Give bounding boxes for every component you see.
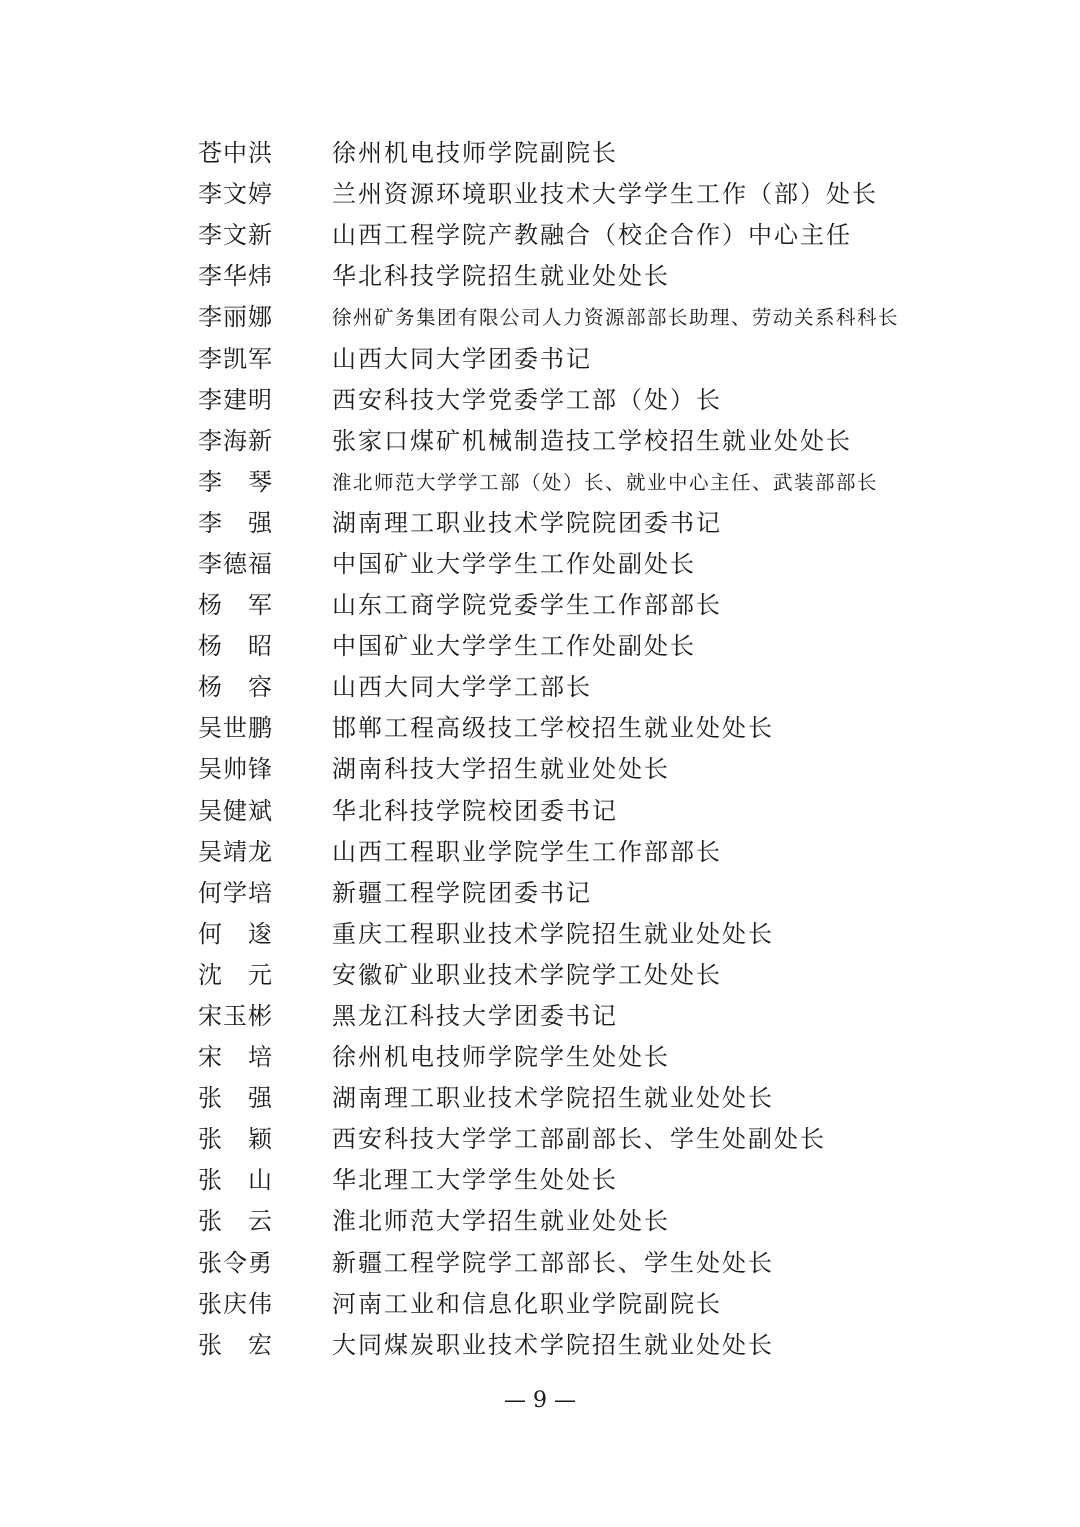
- list-item: [198, 1160, 958, 1201]
- list-item: [198, 626, 958, 667]
- person-name: 吴 帅 锋: [198, 755, 272, 784]
- person-title: 山西大同大学学工部长: [332, 673, 592, 702]
- person-title: 徐州机电技师学院副院长: [332, 139, 618, 168]
- personnel-list: [198, 133, 958, 1366]
- list-item: [198, 1201, 958, 1242]
- person-title: 山东工商学院党委学生工作部部长: [332, 591, 722, 620]
- person-title: 湖南理工职业技术学院院团委书记: [332, 508, 722, 537]
- person-title: 邯郸工程高级技工学校招生就业处处长: [332, 714, 774, 743]
- list-item: [198, 955, 958, 996]
- person-name: 张 宏: [198, 1330, 272, 1359]
- list-item: [198, 380, 958, 421]
- person-name: 张 山: [198, 1166, 272, 1195]
- person-title: 山西大同大学团委书记: [332, 344, 592, 373]
- person-name: 张 令 勇: [198, 1248, 272, 1277]
- person-name: 杨 容: [198, 673, 272, 702]
- list-item: [198, 256, 958, 297]
- person-name: 李 文 新: [198, 221, 272, 250]
- person-name: 何 逡: [198, 919, 272, 948]
- list-item: [198, 215, 958, 256]
- list-item: [198, 421, 958, 462]
- list-item: [198, 873, 958, 914]
- person-name: 李 琴: [198, 467, 272, 496]
- person-title: 中国矿业大学学生工作处副处长: [332, 632, 696, 661]
- list-item: [198, 832, 958, 873]
- person-title: 华北理工大学学生处处长: [332, 1166, 618, 1195]
- person-name: 张 颖: [198, 1125, 272, 1154]
- person-title: 大同煤炭职业技术学院招生就业处处长: [332, 1330, 774, 1359]
- person-title: 张家口煤矿机械制造技工学校招生就业处处长: [332, 426, 852, 455]
- person-name: 宋 玉 彬: [198, 1002, 272, 1031]
- person-title: 兰州资源环境职业技术大学学生工作（部）处长: [332, 180, 878, 209]
- list-item: [198, 462, 958, 503]
- person-title: 徐州矿务集团有限公司人力资源部部长助理、劳动关系科科长: [332, 306, 900, 330]
- list-item: [198, 1037, 958, 1078]
- list-item: [198, 996, 958, 1037]
- list-item: [198, 791, 958, 832]
- person-name: 李 丽 娜: [198, 303, 272, 332]
- person-title: 湖南科技大学招生就业处处长: [332, 755, 670, 784]
- person-title: 黑龙江科技大学团委书记: [332, 1002, 618, 1031]
- person-title: 安徽矿业职业技术学院学工处处长: [332, 960, 722, 989]
- person-title: 华北科技学院校团委书记: [332, 796, 618, 825]
- person-name: 吴 世 鹏: [198, 714, 272, 743]
- person-name: 李 建 明: [198, 385, 272, 414]
- person-title: 华北科技学院招生就业处处长: [332, 262, 670, 291]
- list-item: [198, 174, 958, 215]
- person-title: 山西工程学院产教融合（校企合作）中心主任: [332, 221, 852, 250]
- person-title: 西安科技大学学工部副部长、学生处副处长: [332, 1125, 826, 1154]
- list-item: [198, 1078, 958, 1119]
- person-name: 何 学 培: [198, 878, 272, 907]
- person-name: 李 文 婷: [198, 180, 272, 209]
- list-item: [198, 1284, 958, 1325]
- person-title: 中国矿业大学学生工作处副处长: [332, 549, 696, 578]
- person-name: 杨 昭: [198, 632, 272, 661]
- list-item: [198, 544, 958, 585]
- list-item: [198, 708, 958, 749]
- person-title: 淮北师范大学学工部（处）长、就业中心主任、武装部部长: [332, 470, 879, 494]
- list-item: [198, 585, 958, 626]
- person-title: 新疆工程学院学工部部长、学生处处长: [332, 1248, 774, 1277]
- person-name: 吴 健 斌: [198, 796, 272, 825]
- person-title: 河南工业和信息化职业学院副院长: [332, 1289, 722, 1318]
- list-item: [198, 338, 958, 379]
- list-item: [198, 749, 958, 790]
- list-item: [198, 297, 958, 338]
- person-name: 李 凯 军: [198, 344, 272, 373]
- person-title: 新疆工程学院团委书记: [332, 878, 592, 907]
- person-name: 李 德 福: [198, 549, 272, 578]
- person-name: 张 强: [198, 1084, 272, 1113]
- person-title: 淮北师范大学招生就业处处长: [332, 1207, 670, 1236]
- list-item: [198, 667, 958, 708]
- person-title: 山西工程职业学院学生工作部部长: [332, 837, 722, 866]
- person-name: 张 庆 伟: [198, 1289, 272, 1318]
- person-name: 李 海 新: [198, 426, 272, 455]
- person-name: 杨 军: [198, 591, 272, 620]
- list-item: [198, 133, 958, 174]
- person-title: 湖南理工职业技术学院招生就业处处长: [332, 1084, 774, 1113]
- person-name: 吴 靖 龙: [198, 837, 272, 866]
- person-name: 宋 培: [198, 1043, 272, 1072]
- person-name: 苍 中 洪: [198, 139, 272, 168]
- person-title: 西安科技大学党委学工部（处）长: [332, 385, 722, 414]
- person-name: 李 强: [198, 508, 272, 537]
- person-title: 徐州机电技师学院学生处处长: [332, 1043, 670, 1072]
- list-item: [198, 503, 958, 544]
- page-number: — 9 —: [504, 1388, 576, 1413]
- person-name: 李 华 炜: [198, 262, 272, 291]
- list-item: [198, 1243, 958, 1284]
- person-name: 张 云: [198, 1207, 272, 1236]
- list-item: [198, 1325, 958, 1366]
- person-title: 重庆工程职业技术学院招生就业处处长: [332, 919, 774, 948]
- person-name: 沈 元: [198, 960, 272, 989]
- list-item: [198, 1119, 958, 1160]
- list-item: [198, 914, 958, 955]
